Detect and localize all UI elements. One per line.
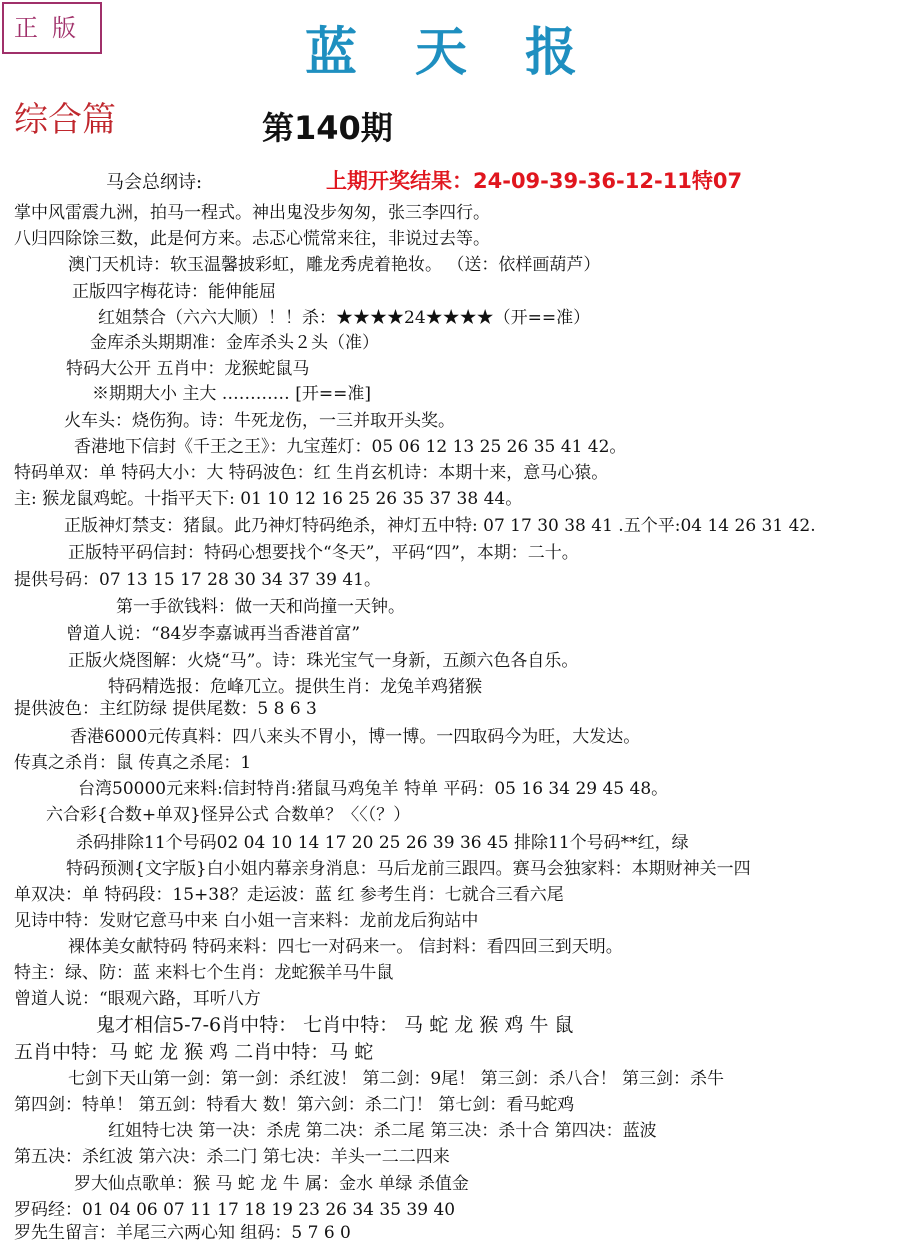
last-result: 上期开奖结果：24-09-39-36-12-11特07 bbox=[326, 169, 743, 193]
text-line: 罗码经：01 04 06 07 11 17 18 19 23 26 34 35 39 40 bbox=[14, 1200, 456, 1220]
text-line: 罗先生留言：羊尾三六两心知 组码：5 7 6 0 bbox=[14, 1223, 351, 1243]
text-line: 红姐特七决 第一决：杀虎 第二决：杀二尾 第三决：杀十合 第四决：蓝波 bbox=[108, 1121, 657, 1141]
text-line: 正版神灯禁支：猪鼠。此乃神灯特码绝杀，神灯五中特: 07 17 30 38 41 .五个平:04 14 26 31 42. bbox=[64, 516, 816, 536]
text-line: 正版特平码信封：特码心想要找个“冬天”，平码“四”，本期：二十。 bbox=[68, 543, 579, 563]
text-line: 澳门天机诗：软玉温馨披彩虹，雕龙秀虎着艳妆。 （送：依样画葫芦） bbox=[68, 255, 601, 275]
text-line: 正版火烧图解：火烧“马”。诗：珠光宝气一身新，五颜六色各自乐。 bbox=[68, 651, 579, 671]
text-line: 香港地下信封《千王之王》：九宝莲灯：05 06 12 13 25 26 35 41 42。 bbox=[74, 437, 627, 457]
text-line: 第四剑：特单！ 第五剑：特看大 数！第六剑：杀二门！ 第七剑：看马蛇鸡 bbox=[14, 1095, 575, 1115]
edition-badge: 正版 bbox=[2, 2, 102, 54]
text-line: 正版四字梅花诗：能伸能屈 bbox=[72, 282, 276, 302]
text-line: 特码精选报：危峰兀立。提供生肖：龙兔羊鸡猪猴 bbox=[108, 677, 482, 697]
text-line: 第一手欲钱料：做一天和尚撞一天钟。 bbox=[116, 597, 405, 617]
text-line: 杀码排除11个号码02 04 10 14 17 20 25 26 39 36 45 排除11个号码**红，绿 bbox=[76, 833, 689, 853]
text-line: 裸体美女献特码 特码来料：四七一对码来一。 信封料：看四回三到天明。 bbox=[68, 937, 623, 957]
text-line: 金库杀头期期准：金库杀头２头（准） bbox=[90, 333, 379, 353]
text-line: 鬼才相信5-7-6肖中特： 七肖中特： 马 蛇 龙 猴 鸡 牛 鼠 bbox=[96, 1014, 574, 1036]
text-line: 五肖中特：马 蛇 龙 猴 鸡 二肖中特：马 蛇 bbox=[14, 1041, 374, 1063]
text-line: 台湾50000元来料:信封特肖:猪鼠马鸡兔羊 特单 平码：05 16 34 29 45 48。 bbox=[78, 779, 669, 799]
text-line: 八归四除馀三数，此是何方来。忐忑心慌常来往，非说过去等。 bbox=[14, 229, 490, 249]
text-line: 提供号码：07 13 15 17 28 30 34 37 39 41。 bbox=[14, 570, 381, 590]
text-line: 七剑下天山第一剑：第一剑：杀红波！ 第二剑：9尾！ 第三剑：杀八合！ 第三剑：杀牛 bbox=[68, 1069, 725, 1089]
text-line: 火车头：烧伤狗。诗：牛死龙伤，一三并取开头奖。 bbox=[64, 411, 455, 431]
text-line: 特码大公开 五肖中：龙猴蛇鼠马 bbox=[66, 359, 310, 379]
section-title: 综合篇 bbox=[14, 100, 116, 140]
text-line: ※期期大小 主大 ………… [开==准] bbox=[92, 384, 371, 404]
text-line: 掌中风雷震九洲，拍马一程式。神出鬼没步匆匆，张三李四行。 bbox=[14, 203, 490, 223]
text-line: 第五决：杀红波 第六决：杀二门 第七决：羊头一二二四来 bbox=[14, 1147, 450, 1167]
text-line: 罗大仙点歌单：猴 马 蛇 龙 牛 属：金水 单绿 杀值金 bbox=[74, 1174, 469, 1194]
text-line: 传真之杀肖：鼠 传真之杀尾：1 bbox=[14, 753, 252, 773]
text-line: 香港6000元传真料：四八来头不胃小，博一博。一四取码今为旺，大发达。 bbox=[70, 727, 641, 747]
text-line: 曾道人说：“84岁李嘉诚再当香港首富” bbox=[66, 624, 361, 644]
issue-number: 第140期 bbox=[262, 109, 393, 147]
text-line: 主: 猴龙鼠鸡蛇。十指平天下: 01 10 12 16 25 26 35 37 38 44。 bbox=[14, 489, 523, 509]
poem-heading: 马会总纲诗: bbox=[106, 172, 203, 193]
text-line: 见诗中特：发财它意马中来 白小姐一言来料：龙前龙后狗站中 bbox=[14, 911, 479, 931]
text-line: 特主：绿、防：蓝 来料七个生肖：龙蛇猴羊马牛鼠 bbox=[14, 963, 394, 983]
text-line: 六合彩{合数+单双}怪异公式 合数单？〈〈（？） bbox=[46, 805, 411, 825]
text-line: 曾道人说：“眼观六路，耳听八方 bbox=[14, 989, 261, 1009]
text-line: 单双决：单 特码段：15+38？走运波：蓝 红 参考生肖：七就合三看六尾 bbox=[14, 885, 564, 905]
text-line: 特码预测{文字版}白小姐内幕亲身消息：马后龙前三跟四。赛马会独家料：本期财神关一四 bbox=[66, 859, 751, 879]
text-line: 红姐禁合（六六大顺）！！杀：★★★★24★★★★（开==准） bbox=[98, 308, 591, 328]
text-line: 提供波色：主红防绿 提供尾数：5 8 6 3 bbox=[14, 699, 317, 719]
newspaper-title: 蓝天报 bbox=[305, 22, 636, 83]
text-line: 特码单双：单 特码大小：大 特码波色：红 生肖玄机诗：本期十来，意马心猿。 bbox=[14, 463, 609, 483]
